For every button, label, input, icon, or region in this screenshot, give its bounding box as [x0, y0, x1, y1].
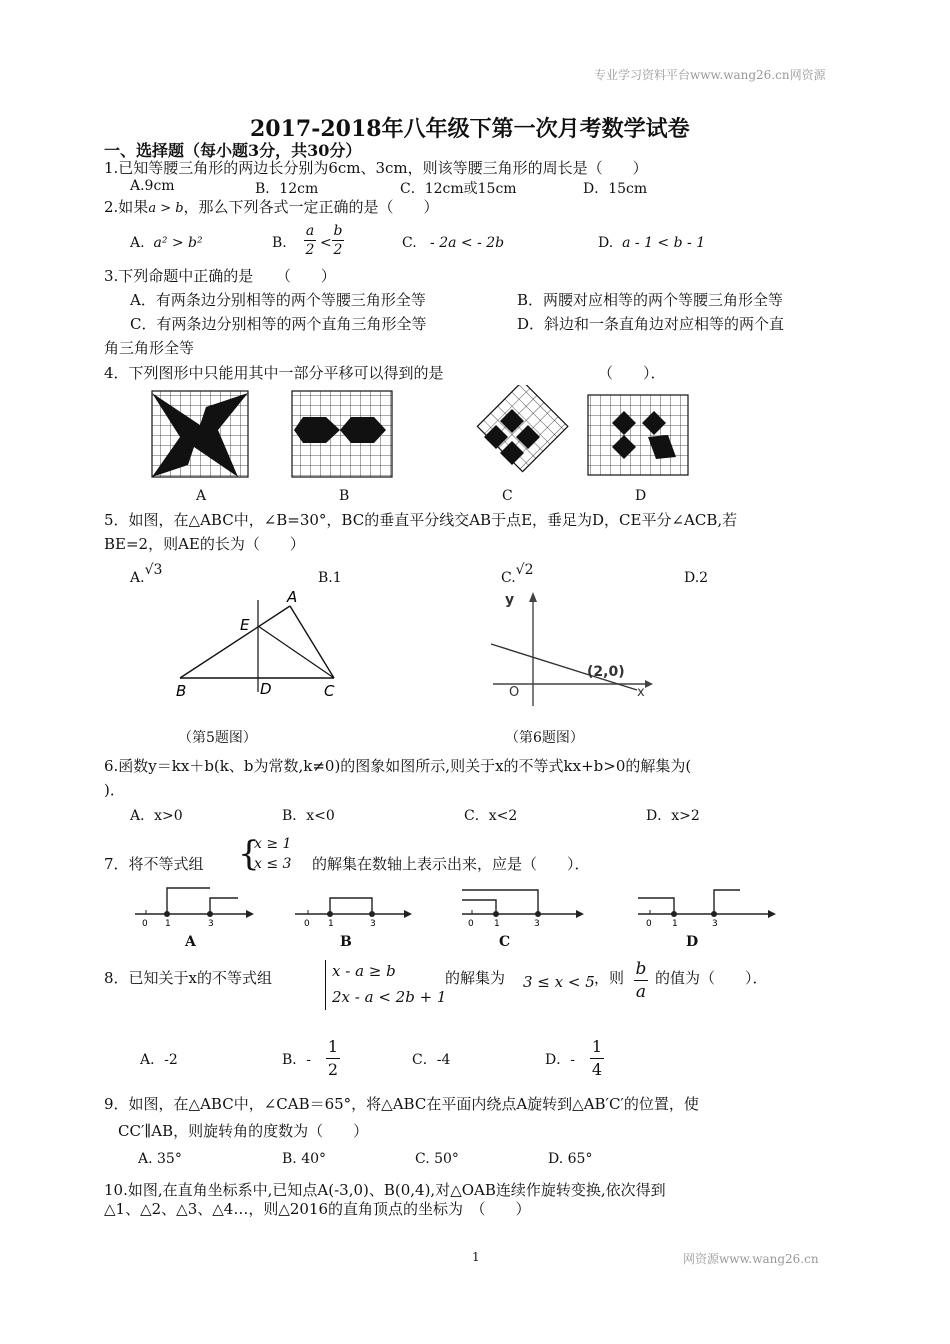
q4-figures [140, 385, 860, 485]
q6-option-b: B．x<0 [282, 808, 335, 824]
svg-text:3: 3 [534, 919, 540, 929]
q1-option-b: B．12cm [255, 181, 319, 197]
svg-text:0: 0 [304, 919, 310, 929]
q7-label-c: C [499, 934, 511, 950]
page-title: 2017-2018年八年级下第一次月考数学试卷 [250, 116, 690, 142]
q6-label-point: (2,0) [587, 664, 625, 680]
q9-option-c: C. 50° [415, 1151, 459, 1167]
q2-stem: 2.如果a > b，那么下列各式一定正确的是（ ） [104, 198, 439, 216]
svg-text:1: 1 [494, 919, 500, 929]
q5-option-a: A.√3 [130, 562, 163, 586]
q8-frac: b a [635, 959, 647, 1002]
q4-label-c: C [502, 488, 513, 504]
svg-text:3: 3 [370, 919, 376, 929]
svg-text:3: 3 [208, 919, 214, 929]
q5-label-a: A [287, 588, 298, 606]
svg-text:3: 3 [712, 919, 718, 929]
q7-stem-pre: 7．将不等式组 [104, 855, 204, 873]
q5-label-e: E [240, 616, 250, 634]
q6-label-y: y [505, 592, 515, 608]
q4-label-d: D [635, 488, 647, 504]
q6-stem-line2: )． [104, 781, 125, 799]
q4-figure-c [477, 385, 568, 472]
q5-option-d: D.2 [684, 570, 709, 586]
q1-option-c: C．12cm或15cm [400, 181, 517, 197]
svg-text:0: 0 [646, 919, 652, 929]
svg-text:1: 1 [672, 919, 678, 929]
q8-solution: 3 ≤ x < 5 [523, 973, 595, 991]
q8-option-a: A．-2 [140, 1052, 178, 1068]
q4-figure-d [588, 395, 688, 475]
q8-stem-post1: ，则 [594, 969, 625, 987]
q8-option-b-frac: 1 2 [327, 1037, 339, 1079]
q6-stem-line1: 6.函数y＝kx＋b(k、b为常数,k≠0)的图象如图所示,则关于x的不等式kx+b>0的解集为( [104, 757, 692, 775]
q5-triangle-figure [170, 582, 360, 702]
q3-option-d-cont: 角三角形全等 [104, 339, 195, 357]
q9-option-a: A. 35° [138, 1151, 182, 1167]
q7-line-a [135, 888, 254, 929]
q4-figure-a [152, 391, 248, 477]
q7-number-lines [130, 882, 790, 932]
q10-stem-line2: △1、△2、△3、△4…，则△2016的直角顶点的坐标为 （ ） [104, 1200, 531, 1218]
q6-option-a: A．x>0 [130, 808, 183, 824]
q6-option-d: D．x>2 [646, 808, 700, 824]
svg-text:0: 0 [468, 919, 474, 929]
q4-label-a: A [196, 488, 207, 504]
q7-system: x ≥ 1 x ≤ 3 [254, 836, 292, 872]
q5-option-c: C.√2 [501, 562, 534, 586]
page-number: 1 [472, 1250, 480, 1264]
q6-label-origin: O [509, 685, 520, 700]
q7-line-c [462, 890, 584, 929]
svg-text:1: 1 [165, 919, 171, 929]
q5-label-b: B [176, 682, 187, 700]
q9-stem-line1: 9．如图，在△ABC中，∠CAB＝65°，将△ABC在平面内绕点A旋转到△AB′C′的位置，使 [104, 1095, 699, 1113]
q3-option-b: B．两腰对应相等的两个等腰三角形全等 [517, 291, 784, 309]
q2-option-b-label: B. [272, 235, 287, 251]
q6-caption: （第6题图） [505, 730, 584, 746]
q9-stem-line2: CC′∥AB，则旋转角的度数为（ ） [118, 1122, 369, 1140]
q8-brace [325, 960, 328, 1010]
q5-label-d: D [260, 680, 272, 698]
q9-option-d: D. 65° [548, 1151, 593, 1167]
q3-option-c: C．有两条边分别相等的两个直角三角形全等 [130, 315, 427, 333]
q6-label-x: x [637, 685, 645, 700]
q8-stem-post2: 的值为（ ）． [655, 969, 768, 987]
q2-option-b-frac1: a 2 [305, 223, 315, 258]
svg-text:0: 0 [142, 919, 148, 929]
bottom-watermark: 网资源www.wang26.cn [683, 1252, 819, 1266]
q8-option-c: C．-4 [412, 1052, 451, 1068]
q2-option-b-frac2: b 2 [333, 223, 343, 258]
q10-stem-line1: 10.如图,在直角坐标系中,已知点A(-3,0)、B(0,4),对△OAB连续作旋转变换,依次得到 [104, 1181, 666, 1199]
q1-option-a: A.9cm [130, 178, 175, 194]
q3-stem: 3.下列命题中正确的是 （ ） [104, 267, 336, 285]
top-watermark: 专业学习资料平台www.wang26.cn网资源 [594, 68, 826, 82]
q9-option-b: B. 40° [282, 1151, 327, 1167]
q8-option-d-frac: 1 4 [591, 1037, 603, 1079]
q3-option-d: D．斜边和一条直角边对应相等的两个直 [517, 315, 785, 333]
q5-label-c: C [324, 682, 335, 700]
q8-option-b-label: B．- [282, 1052, 312, 1068]
q1-option-d: D．15cm [583, 181, 648, 197]
q5-caption: （第5题图） [178, 730, 257, 746]
q2-option-d: D. a - 1 < b - 1 [598, 235, 706, 251]
q6-graph-figure [485, 588, 665, 713]
q5-stem-line2: BE=2，则AE的长为（ ） [104, 535, 305, 553]
q4-figure-b [292, 391, 392, 477]
q2-option-a: A. a² > b² [130, 235, 203, 251]
q8-stem-mid: 的解集为 [445, 969, 506, 987]
q5-stem-line1: 5．如图，在△ABC中，∠B=30°，BC的垂直平分线交AB于点E，垂足为D，CE平分∠ACB,若 [104, 511, 738, 529]
q8-system: x - a ≥ b 2x - a < 2b + 1 [332, 962, 447, 1006]
q7-brace: { [238, 834, 260, 874]
q7-label-a: A [185, 934, 196, 950]
q3-option-a: A．有两条边分别相等的两个等腰三角形全等 [130, 291, 426, 309]
q7-line-b [295, 898, 412, 929]
q2-option-c: C. - 2a < - 2b [402, 235, 505, 251]
q4-stem: 4．下列图形中只能用其中一部分平移可以得到的是 [104, 364, 444, 382]
q4-label-b: B [339, 488, 350, 504]
section-heading: 一、选择题（每小题3分，共30分） [104, 141, 362, 160]
q4-paren: （ ）． [598, 364, 666, 382]
q7-label-b: B [340, 934, 352, 950]
q7-line-d [638, 890, 776, 929]
q8-option-d-label: D．- [545, 1052, 575, 1068]
q7-label-d: D [686, 934, 699, 950]
q5-option-b: B.1 [318, 570, 342, 586]
q8-stem-pre: 8．已知关于x的不等式组 [104, 969, 273, 987]
q7-stem-post: 的解集在数轴上表示出来，应是（ ）． [312, 855, 590, 873]
q6-option-c: C．x<2 [464, 808, 518, 824]
q2-option-b-lt: < [320, 235, 332, 251]
q1-stem: 1.已知等腰三角形的两边长分别为6cm、3cm，则该等腰三角形的周长是（ ） [104, 159, 648, 177]
svg-text:1: 1 [328, 919, 334, 929]
